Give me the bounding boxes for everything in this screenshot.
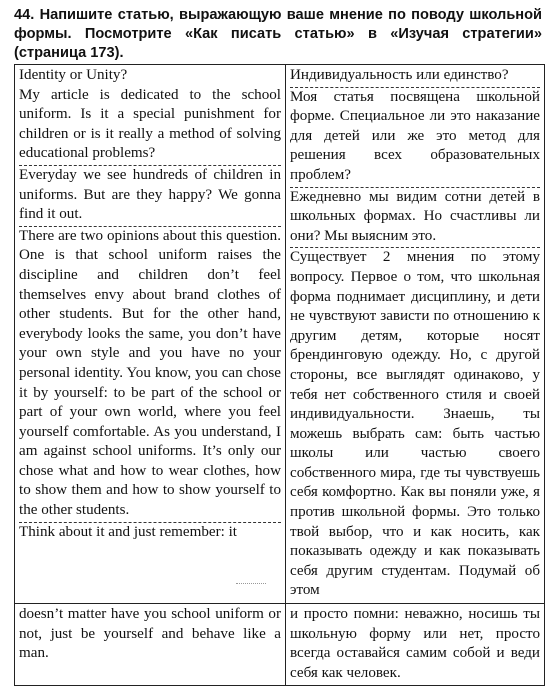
russian-conclusion: и просто помни: неважно, носишь ты школьную форму или нет, просто всегда оставайся самим собой и веди себя как человек. [290, 606, 540, 681]
russian-paragraph-3: Существует 2 мнения по этому вопросу. Первое о том, что школьная форма поднимает дисциплину, и дети не чувствуют зависти по отношению к другим детям, которые носят брендинговую одежду. Но, с другой стороны, все выглядят одинаково, у тебя нет собственного стиля и своей индивидуальности. Знаешь, ты можешь выбрать сам: быть частью школы или частью своего собственного мира, где ты чувствуешь себя комфортно. Как вы поняли уже, я против школьной формы. Это только твой выбор, что и как носить, как показывать одежду и как показывать себя другим студентам. Подумай об этом [290, 249, 540, 599]
english-paragraph-2: Everyday we see hundreds of children in uniforms. But are they happy? We gonna find it out. [19, 166, 281, 227]
english-conclusion-cell [15, 604, 286, 686]
essay-table [14, 64, 545, 686]
english-column [15, 65, 286, 604]
english-paragraph-4: Think about it and just remember: it [19, 523, 237, 540]
russian-conclusion-cell [286, 604, 545, 686]
page-footer-mark [236, 583, 266, 588]
english-title: Identity or Unity? [19, 67, 128, 83]
russian-title: Индивидуальность или единство? [290, 66, 540, 88]
task-heading: 44. Напишите статью, выражающую ваше мнение по поводу школьной формы. Посмотрите «Как писать статью» в «Изучая стратегии» (страница 173). [14, 7, 542, 61]
russian-paragraph-1: Моя статья посвящена школьной форме. Специальное ли это наказание для детей или же это метод для решения всех образовательных проблем? [290, 88, 540, 188]
russian-paragraph-2: Ежедневно мы видим сотни детей в школьных формах. Но счастливы ли они? Мы выясним это. [290, 188, 540, 249]
russian-column [286, 65, 545, 604]
english-paragraph-3: There are two opinions about this question. One is that school uniform raises the discipline and children don’t feel themselves envy about brand clothes of other students. But for the other hand, everybody looks the same, you don’t have your own style and you have no your personal identity. You know, you can chose it by yourself: to be part of the school or part of your own world, where you feel yourself comfortable. As you understand, I am against school uniforms. It’s only our chose what and how to wear clothes, how to show them and how to show yourself to the other students. [19, 227, 281, 523]
english-conclusion: doesn’t matter have you school uniform or not, just be yourself and behave like a man. [19, 606, 281, 662]
english-paragraph-1: My article is dedicated to the school uniform. Is it a special punishment for children or is it really a method of solving educational problems? [19, 86, 281, 166]
